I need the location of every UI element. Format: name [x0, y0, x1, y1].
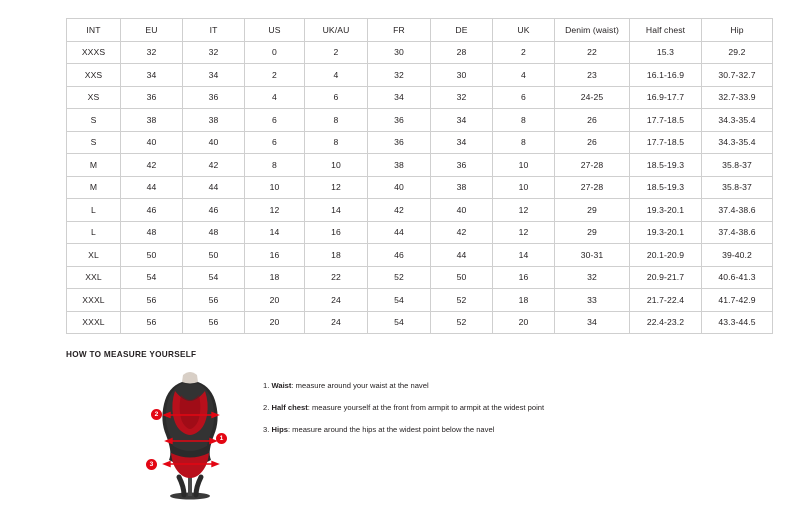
- table-cell: 46: [121, 199, 183, 222]
- table-cell: 24: [305, 311, 368, 334]
- table-cell: 8: [493, 131, 555, 154]
- table-cell: 18.5-19.3: [630, 176, 702, 199]
- column-header-hip: Hip: [702, 19, 773, 42]
- table-cell: 50: [183, 244, 245, 267]
- instruction-number: 2.: [263, 403, 270, 412]
- table-cell: 6: [245, 131, 305, 154]
- table-cell: XXXL: [67, 289, 121, 312]
- table-cell: 35.8-37: [702, 154, 773, 177]
- measure-instruction: [263, 401, 766, 414]
- table-cell: 4: [305, 64, 368, 87]
- table-cell: 34.3-35.4: [702, 131, 773, 154]
- table-cell: 32.7-33.9: [702, 86, 773, 109]
- table-cell: 36: [368, 109, 431, 132]
- table-cell: 40: [431, 199, 493, 222]
- table-cell: 40: [183, 131, 245, 154]
- table-cell: 40.6-41.3: [702, 266, 773, 289]
- table-cell: 44: [431, 244, 493, 267]
- size-chart-table: [66, 18, 773, 334]
- table-cell: 12: [245, 199, 305, 222]
- table-row: [67, 86, 773, 109]
- table-cell: 56: [183, 289, 245, 312]
- table-cell: 54: [121, 266, 183, 289]
- table-cell: 38: [368, 154, 431, 177]
- table-cell: 56: [121, 311, 183, 334]
- measure-bullet-1: 1: [216, 433, 227, 444]
- table-cell: 0: [245, 41, 305, 64]
- table-cell: 6: [245, 109, 305, 132]
- table-cell: 40: [368, 176, 431, 199]
- table-cell: 48: [121, 221, 183, 244]
- table-cell: 52: [431, 289, 493, 312]
- table-cell: 24: [305, 289, 368, 312]
- table-cell: 12: [305, 176, 368, 199]
- table-cell: 16.9-17.7: [630, 86, 702, 109]
- table-cell: 34.3-35.4: [702, 109, 773, 132]
- table-cell: 2: [493, 41, 555, 64]
- column-header-de: DE: [431, 19, 493, 42]
- table-cell: 23: [555, 64, 630, 87]
- table-row: [67, 131, 773, 154]
- table-cell: 20.1-20.9: [630, 244, 702, 267]
- table-cell: 32: [368, 64, 431, 87]
- table-cell: 30: [368, 41, 431, 64]
- table-row: [67, 199, 773, 222]
- table-cell: 27-28: [555, 176, 630, 199]
- column-header-us: US: [245, 19, 305, 42]
- table-cell: 52: [431, 311, 493, 334]
- table-cell: 28: [431, 41, 493, 64]
- table-cell: 56: [121, 289, 183, 312]
- table-cell: 40: [121, 131, 183, 154]
- table-cell: 44: [121, 176, 183, 199]
- table-cell: 29: [555, 221, 630, 244]
- column-header-uk: UK: [493, 19, 555, 42]
- table-cell: 34: [368, 86, 431, 109]
- table-cell: 34: [431, 109, 493, 132]
- table-cell: 20: [245, 289, 305, 312]
- measure-instructions: [263, 365, 766, 445]
- instruction-number: 3.: [263, 425, 270, 434]
- table-cell: 36: [431, 154, 493, 177]
- table-cell: 32: [183, 41, 245, 64]
- table-cell: 36: [183, 86, 245, 109]
- table-row: [67, 311, 773, 334]
- mannequin-figure: [128, 365, 253, 500]
- table-cell: M: [67, 176, 121, 199]
- table-cell: 6: [493, 86, 555, 109]
- table-cell: 52: [368, 266, 431, 289]
- table-cell: 18: [245, 266, 305, 289]
- table-cell: 36: [368, 131, 431, 154]
- measure-bullet-2: 2: [151, 409, 162, 420]
- table-cell: 30: [431, 64, 493, 87]
- column-header-eu: EU: [121, 19, 183, 42]
- table-cell: M: [67, 154, 121, 177]
- table-cell: 34: [555, 311, 630, 334]
- table-cell: 41.7-42.9: [702, 289, 773, 312]
- table-cell: 10: [493, 176, 555, 199]
- table-cell: XXXS: [67, 41, 121, 64]
- table-cell: 36: [121, 86, 183, 109]
- table-cell: 39-40.2: [702, 244, 773, 267]
- table-cell: 24-25: [555, 86, 630, 109]
- table-row: [67, 176, 773, 199]
- table-cell: 8: [493, 109, 555, 132]
- table-cell: 30.7-32.7: [702, 64, 773, 87]
- table-cell: 2: [245, 64, 305, 87]
- table-cell: 38: [183, 109, 245, 132]
- table-row: [67, 244, 773, 267]
- table-cell: 56: [183, 311, 245, 334]
- table-cell: S: [67, 131, 121, 154]
- table-cell: 4: [493, 64, 555, 87]
- instruction-term: Half chest: [271, 403, 308, 412]
- table-cell: 16: [245, 244, 305, 267]
- column-header-fr: FR: [368, 19, 431, 42]
- table-cell: 54: [368, 289, 431, 312]
- table-cell: 18: [305, 244, 368, 267]
- column-header-half-chest: Half chest: [630, 19, 702, 42]
- table-cell: 50: [121, 244, 183, 267]
- table-cell: XXS: [67, 64, 121, 87]
- table-cell: 8: [305, 109, 368, 132]
- table-cell: 37.4-38.6: [702, 199, 773, 222]
- table-cell: 48: [183, 221, 245, 244]
- table-cell: 18: [493, 289, 555, 312]
- column-header-int: INT: [67, 19, 121, 42]
- table-cell: 16: [493, 266, 555, 289]
- table-cell: 14: [245, 221, 305, 244]
- table-cell: L: [67, 199, 121, 222]
- instruction-term: Hips: [271, 425, 288, 434]
- table-cell: 42: [183, 154, 245, 177]
- table-cell: 42: [121, 154, 183, 177]
- table-row: [67, 41, 773, 64]
- table-cell: XXL: [67, 266, 121, 289]
- table-cell: 6: [305, 86, 368, 109]
- table-cell: 34: [183, 64, 245, 87]
- table-cell: XL: [67, 244, 121, 267]
- table-cell: L: [67, 221, 121, 244]
- table-cell: 42: [431, 221, 493, 244]
- column-header-uk-au: UK/AU: [305, 19, 368, 42]
- table-cell: 10: [245, 176, 305, 199]
- table-cell: S: [67, 109, 121, 132]
- table-cell: 34: [121, 64, 183, 87]
- instruction-text: : measure yourself at the front from armpit to armpit at the widest point: [307, 403, 545, 412]
- table-cell: 43.3-44.5: [702, 311, 773, 334]
- table-cell: 32: [431, 86, 493, 109]
- table-cell: 54: [183, 266, 245, 289]
- instruction-text: : measure around the hips at the widest point below the navel: [287, 425, 495, 434]
- table-cell: 32: [121, 41, 183, 64]
- table-cell: 8: [245, 154, 305, 177]
- table-row: [67, 289, 773, 312]
- table-cell: 37.4-38.6: [702, 221, 773, 244]
- table-cell: 2: [305, 41, 368, 64]
- table-cell: 17.7-18.5: [630, 109, 702, 132]
- table-cell: 33: [555, 289, 630, 312]
- table-cell: 18.5-19.3: [630, 154, 702, 177]
- table-cell: 12: [493, 221, 555, 244]
- table-cell: 38: [431, 176, 493, 199]
- table-cell: 27-28: [555, 154, 630, 177]
- table-cell: XXXL: [67, 311, 121, 334]
- table-cell: 14: [305, 199, 368, 222]
- measure-instruction: [263, 423, 766, 436]
- instruction-text: : measure around your waist at the navel: [291, 381, 429, 390]
- table-cell: 21.7-22.4: [630, 289, 702, 312]
- table-cell: 8: [305, 131, 368, 154]
- column-header-it: IT: [183, 19, 245, 42]
- table-cell: 10: [305, 154, 368, 177]
- table-cell: 38: [121, 109, 183, 132]
- instruction-number: 1.: [263, 381, 270, 390]
- table-cell: 32: [555, 266, 630, 289]
- table-cell: 20: [493, 311, 555, 334]
- instruction-term: Waist: [271, 381, 292, 390]
- table-cell: 54: [368, 311, 431, 334]
- table-cell: 17.7-18.5: [630, 131, 702, 154]
- table-cell: 10: [493, 154, 555, 177]
- how-to-measure-title: HOW TO MEASURE YOURSELF: [66, 350, 197, 359]
- table-cell: 22: [305, 266, 368, 289]
- table-cell: 50: [431, 266, 493, 289]
- table-row: [67, 154, 773, 177]
- table-cell: 4: [245, 86, 305, 109]
- table-header-row: [67, 19, 773, 42]
- table-cell: 20: [245, 311, 305, 334]
- table-cell: 26: [555, 109, 630, 132]
- table-cell: 16.1-16.9: [630, 64, 702, 87]
- measure-instruction: [263, 379, 766, 392]
- table-cell: 12: [493, 199, 555, 222]
- table-cell: 22.4-23.2: [630, 311, 702, 334]
- table-cell: 44: [183, 176, 245, 199]
- table-cell: 35.8-37: [702, 176, 773, 199]
- table-cell: 34: [431, 131, 493, 154]
- table-cell: 20.9-21.7: [630, 266, 702, 289]
- table-row: [67, 109, 773, 132]
- how-to-measure-section: [66, 350, 766, 500]
- table-cell: 16: [305, 221, 368, 244]
- mannequin-illustration: [128, 365, 253, 500]
- table-cell: XS: [67, 86, 121, 109]
- table-cell: 44: [368, 221, 431, 244]
- table-cell: 22: [555, 41, 630, 64]
- table-cell: 14: [493, 244, 555, 267]
- table-cell: 29.2: [702, 41, 773, 64]
- measure-bullet-3: 3: [146, 459, 157, 470]
- table-cell: 15.3: [630, 41, 702, 64]
- table-cell: 19.3-20.1: [630, 221, 702, 244]
- table-row: [67, 64, 773, 87]
- table-cell: 46: [368, 244, 431, 267]
- table-cell: 30-31: [555, 244, 630, 267]
- table-cell: 29: [555, 199, 630, 222]
- table-cell: 19.3-20.1: [630, 199, 702, 222]
- column-header-denim-waist: Denim (waist): [555, 19, 630, 42]
- table-cell: 46: [183, 199, 245, 222]
- table-row: [67, 221, 773, 244]
- table-cell: 42: [368, 199, 431, 222]
- table-row: [67, 266, 773, 289]
- table-cell: 26: [555, 131, 630, 154]
